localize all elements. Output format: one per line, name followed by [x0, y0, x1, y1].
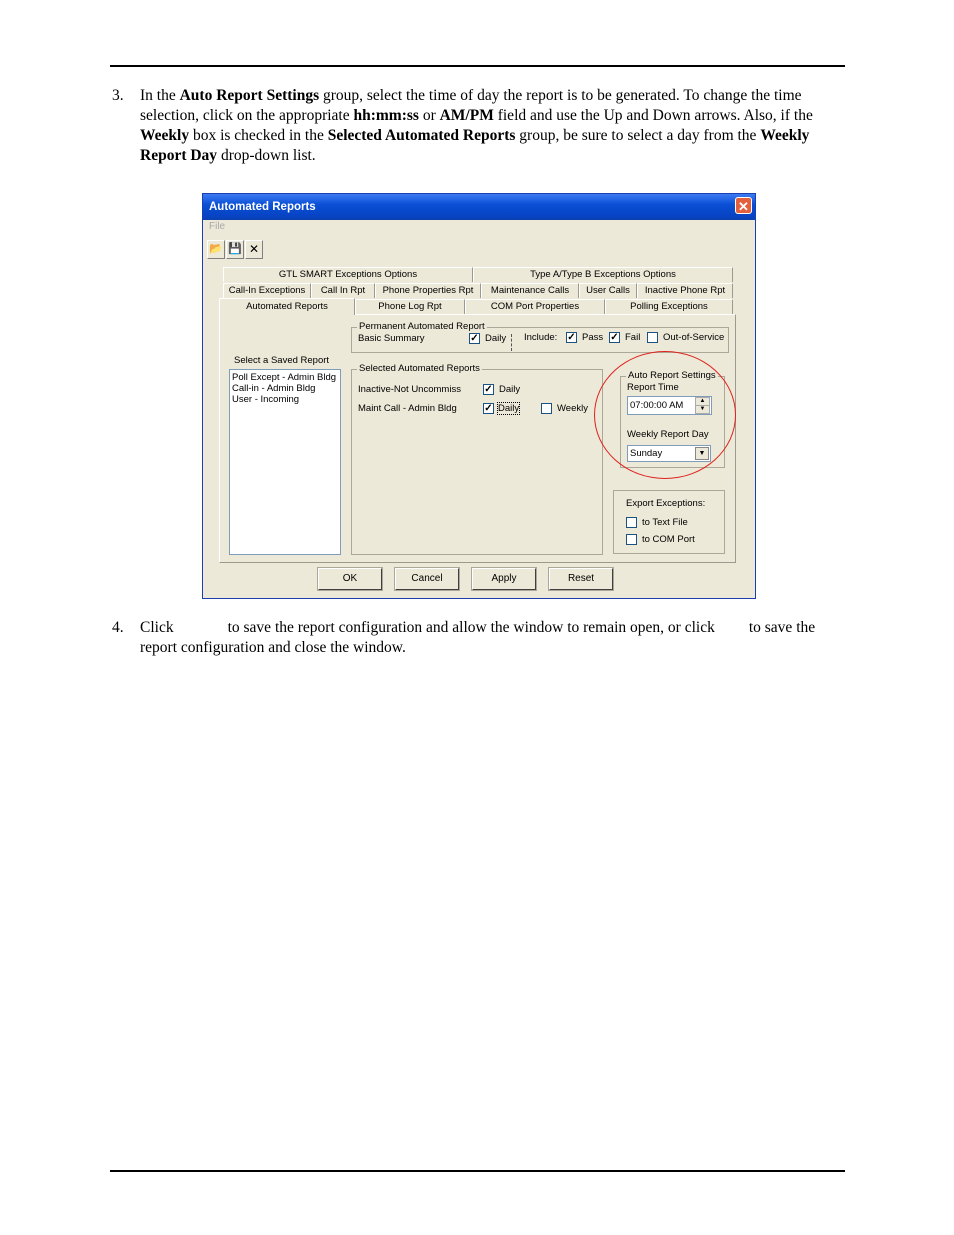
row-2-weekly-checkbox[interactable] [541, 403, 552, 414]
out-of-service-label: Out-of-Service [663, 332, 725, 343]
time-down-arrow-icon[interactable]: ▼ [695, 405, 710, 414]
row-2-weekly-label: Weekly [557, 403, 588, 414]
open-folder-icon[interactable]: 📂 [207, 240, 225, 259]
header-rule [110, 65, 845, 67]
auto-report-settings-group [620, 370, 725, 468]
reset-button[interactable]: Reset [549, 568, 613, 590]
com-port-label: to COM Port [642, 534, 695, 545]
step-4-number: 4. [112, 619, 124, 636]
title-bar[interactable] [203, 194, 755, 220]
list-item[interactable]: Call-in - Admin Bldg [232, 383, 316, 394]
tab-phone-properties-rpt[interactable]: Phone Properties Rpt [375, 283, 481, 298]
footer-rule [110, 1170, 845, 1172]
com-port-checkbox[interactable] [626, 534, 637, 545]
include-separator [511, 334, 512, 351]
menu-file[interactable]: File [209, 221, 226, 232]
fail-checkbox[interactable]: ✓ [610, 332, 619, 343]
saved-report-list[interactable] [229, 369, 341, 555]
list-item[interactable]: User - Incoming [232, 394, 300, 405]
permanent-report-caption: Permanent Automated Report [359, 321, 485, 332]
tab-type-ab-exceptions[interactable]: Type A/Type B Exceptions Options [473, 267, 733, 282]
permanent-report-group [351, 321, 729, 353]
weekly-report-day-value: Sunday [630, 448, 663, 459]
saved-report-label: Select a Saved Report [234, 355, 330, 366]
tab-user-calls[interactable]: User Calls [579, 283, 637, 298]
automated-reports-window [202, 193, 756, 599]
save-icon[interactable]: 💾 [226, 240, 244, 259]
report-time-label: Report Time [627, 382, 679, 393]
step-4-text: Click to save the report configuration and allow the window to remain open, or click to save the report configuration and close the window. [140, 619, 816, 656]
chevron-down-icon[interactable]: ▼ [695, 447, 709, 460]
step-3-number: 3. [112, 87, 124, 104]
close-icon[interactable]: ✕ [735, 197, 752, 214]
basic-summary-daily-checkbox[interactable]: ✓ [470, 333, 479, 344]
basic-summary-daily-label: Daily [485, 333, 507, 344]
pass-label: Pass [582, 332, 604, 343]
automated-reports-panel [219, 314, 736, 563]
include-label: Include: [524, 332, 558, 343]
menu-bar [203, 220, 755, 236]
tab-polling-exceptions[interactable]: Polling Exceptions [605, 299, 733, 314]
tab-maintenance-calls[interactable]: Maintenance Calls [481, 283, 579, 298]
selected-reports-caption: Selected Automated Reports [359, 363, 480, 374]
time-up-arrow-icon[interactable]: ▲ [695, 397, 710, 406]
auto-report-settings-caption: Auto Report Settings [628, 370, 716, 381]
text-file-label: to Text File [642, 517, 688, 528]
weekly-report-day-label: Weekly Report Day [627, 429, 709, 440]
tab-call-in-rpt[interactable]: Call In Rpt [311, 283, 375, 298]
window-title: Automated Reports [209, 201, 316, 213]
text-file-checkbox[interactable] [626, 517, 637, 528]
tab-call-in-exceptions[interactable]: Call-In Exceptions [223, 283, 311, 298]
weekly-report-day-select[interactable] [627, 445, 711, 462]
tab-gtl-smart-exceptions[interactable]: GTL SMART Exceptions Options [223, 267, 473, 282]
row-1-daily-checkbox[interactable]: ✓ [484, 384, 493, 395]
fail-label: Fail [625, 332, 641, 343]
report-time-value: 07:00:00 AM [630, 400, 684, 411]
list-item[interactable]: Poll Except - Admin Bldg [232, 372, 337, 383]
tab-com-port-properties[interactable]: COM Port Properties [465, 299, 605, 314]
ok-button[interactable]: OK [318, 568, 382, 590]
row-2-daily-checkbox[interactable]: ✓ [484, 403, 493, 414]
row-2-daily-label: Daily [498, 403, 520, 414]
tab-inactive-phone-rpt[interactable]: Inactive Phone Rpt [637, 283, 733, 298]
export-exceptions-label: Export Exceptions: [626, 498, 706, 509]
row-1-daily-label: Daily [499, 384, 521, 395]
apply-button[interactable]: Apply [472, 568, 536, 590]
out-of-service-checkbox[interactable] [647, 332, 658, 343]
selected-reports-group [351, 363, 603, 555]
selected-report-row-1: Inactive-Not Uncommiss [358, 384, 461, 395]
tab-phone-log-rpt[interactable]: Phone Log Rpt [355, 299, 465, 314]
pass-checkbox[interactable]: ✓ [567, 332, 576, 343]
tab-automated-reports[interactable]: Automated Reports [219, 298, 355, 315]
cancel-button[interactable]: Cancel [395, 568, 459, 590]
export-exceptions-group [613, 490, 725, 554]
basic-summary-label: Basic Summary [358, 333, 425, 344]
step-3-text: In the Auto Report Settings group, select the time of day the report is to be generated. To change the time selection, click on the appropriate hh:mm:ss or AM/PM field and use the Up and Down arrows. Also, if the Weekly box is checked in the Selected Automated Reports group, be sure to select a day from the Weekly Report Day drop-down list. [140, 87, 813, 164]
delete-icon[interactable]: ✕ [245, 240, 263, 259]
report-time-field[interactable] [627, 396, 712, 415]
selected-report-row-2: Maint Call - Admin Bldg [358, 403, 457, 414]
